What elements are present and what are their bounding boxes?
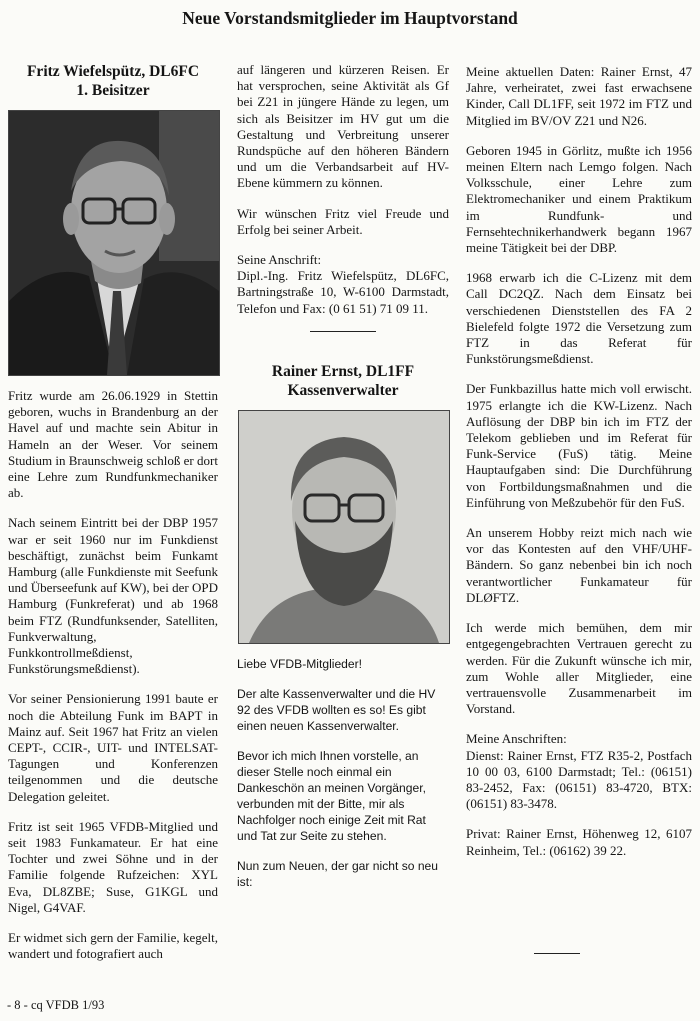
rainer-paragraph-thanks: Bevor ich mich Ihnen vorstelle, an dieser Stelle noch einmal ein Dankeschön an meinen Vorgänger, verbunden mit der Bitte, mir als Nachfolger noch einige Zeit mit Rat und Tat zur Seite zu stehen. <box>237 748 426 843</box>
rainer-address-private: Privat: Rainer Ernst, Höhenweg 12, 6107 Reinheim, Tel.: (06162) 39 22. <box>466 826 692 858</box>
rainer-paragraph-data: Meine aktuellen Daten: Rainer Ernst, 47 Jahre, verheiratet, zwei fast erwachsene Kinder, Call DL1FF, seit 1972 im FTZ und Mitglied im BV/OV Z21 und N26. <box>466 64 692 128</box>
column-right <box>466 64 692 873</box>
rainer-paragraph-license: 1968 erwarb ich die C-Lizenz mit dem Call DC2QZ. Nach dem Einsatz bei verschiedenen Dienststellen des FA 2 Bielefeld folgte 1972 die Versetzung zum FTZ in das Referat für Funkstörungsmeßdienst. <box>466 270 692 367</box>
fritz-portrait-photo <box>8 110 220 376</box>
rainer-paragraph-birth: Geboren 1945 in Görlitz, mußte ich 1956 meinen Eltern nach Lemgo folgen. Nach Volksschule, einer Lehre zum Elektromechaniker und einem Praktikum im Rundfunk- und Fernsehtechnikerhandwerk begann 1967 meine Tätigkeit bei der DBP. <box>466 142 692 256</box>
rainer-heading: Rainer Ernst, DL1FF Kassenverwalter <box>271 362 415 399</box>
column-left <box>8 62 218 977</box>
column-middle <box>237 62 449 904</box>
rainer-portrait-photo <box>238 410 450 644</box>
rainer-paragraph-duties: Der Funkbazillus hatte mich voll erwischt. 1975 erlangte ich die KW-Lizenz. Nach Auflösung der DBP bin ich im FTZ der Telekom geblieben und im Referat für Funk-Service (FuS) tätig. Meine Hauptaufgaben sind: Die Durchführung von Fortbildungsmaßnahmen und die Einführung von Meßzubehör für den FuS. <box>466 381 692 510</box>
rainer-paragraph-hobby: An unserem Hobby reizt mich nach wie vor das Kontesten auf den VHF/UHF-Bändern. So ganz nebenbei bin ich noch verantwortlicher Funkamateur für DLØFTZ. <box>466 525 692 605</box>
fritz-address: Seine Anschrift: Dipl.-Ing. Fritz Wiefelspütz, DL6FC, Bartningstraße 10, W-6100 Darmstadt, Telefon und Fax: (0 61 51) 71 09 11. <box>237 252 449 316</box>
fritz-paragraph-travel: auf längeren und kürzeren Reisen. Er hat versprochen, seine Aktivität als Gf bei Z21 in jüngere Hände zu legen, um sich als Beisitzer im HV gut um die Gestaltung und Verbreitung unserer Rundspüche auf den höheren Bändern und um die Verbandsarbeit auf HV-Ebene kümmern zu können. <box>237 62 449 191</box>
section-divider <box>310 331 376 332</box>
fritz-paragraph-hobbies: Er widmet sich gern der Familie, kegelt, wandert und fotografiert auch <box>8 930 218 962</box>
fritz-heading: Fritz Wiefelspütz, DL6FC 1. Beisitzer <box>26 63 200 99</box>
rainer-paragraph-trust: Ich werde mich bemühen, dem mir entgegengebrachten Vertrauen gerecht zu werden. Für die Zukunft wünsche ich mir, zum Wohle aller Mitglieder, eine vertrauensvolle Zusammenarbeit im Vorstand. <box>466 620 692 717</box>
fritz-paragraph-birth: Fritz wurde am 26.06.1929 in Stettin geboren, wuchs in Brandenburg an der Havel auf und machte sein Abitur in Hameln an der Weser. Vor seinem Studium in Braunschweig schloß er dort eine Lehre zum Rundfunkmechaniker ab. <box>8 388 218 501</box>
fritz-paragraph-career: Nach seinem Eintritt bei der DBP 1957 war er seit 1960 nur im Funkdienst beschäftigt, zunächst beim Funkamt Hamburg (alle Funkdienste mit Seefunk und Überseefunk auf KW), bei der OPD Hamburg (Funkreferat) und ab 1968 beim FTZ (Rundfunksender, Satelliten, Funkverwaltung, Funkkontrollmeßdienst, Funkstörungsmeßdienst). <box>8 515 218 677</box>
rainer-paragraph-new-treasurer: Der alte Kassenverwalter und die HV 92 des VFDB wollten es so! Es gibt einen neuen Kassenverwalter. <box>237 686 436 733</box>
rainer-paragraph-intro: Nun zum Neuen, der gar nicht so neu ist: <box>237 858 439 889</box>
page-title: Neue Vorstandsmitglieder im Hauptvorstand <box>182 8 518 28</box>
page-footer: - 8 - cq VFDB 1/93 <box>7 998 105 1012</box>
fritz-paragraph-family: Fritz ist seit 1965 VFDB-Mitglied und seit 1983 Funkamateur. Er hat eine Tochter und zwei Söhne und in der Familie folgende Rufzeichen: XYL Eva, DL8ZBE; Suse, G1KGL und Nigel, G4VAF. <box>8 818 218 915</box>
rainer-addresses-work: Meine Anschriften: Dienst: Rainer Ernst, FTZ R35-2, Postfach 10 00 03, 6100 Darmstadt; Tel.: (06151) 83-2452, Fax: (06151) 83-4720, BTX: (06151) 83-3478. <box>466 731 692 812</box>
end-divider <box>534 953 580 954</box>
rainer-paragraph-greeting: Liebe VFDB-Mitglieder! <box>237 656 363 671</box>
fritz-paragraph-wishes: Wir wünschen Fritz viel Freude und Erfolg bei seiner Arbeit. <box>237 205 449 237</box>
fritz-paragraph-retirement: Vor seiner Pensionierung 1991 baute er noch die Abteilung Funk im BAPT in Mainz auf. Seit 1967 hat Fritz an vielen CEPT-, CCIR-, UIT- und INTELSAT-Tagungen und Konferenzen teilgenommen und die deutsche Delegation geleitet. <box>8 691 218 804</box>
